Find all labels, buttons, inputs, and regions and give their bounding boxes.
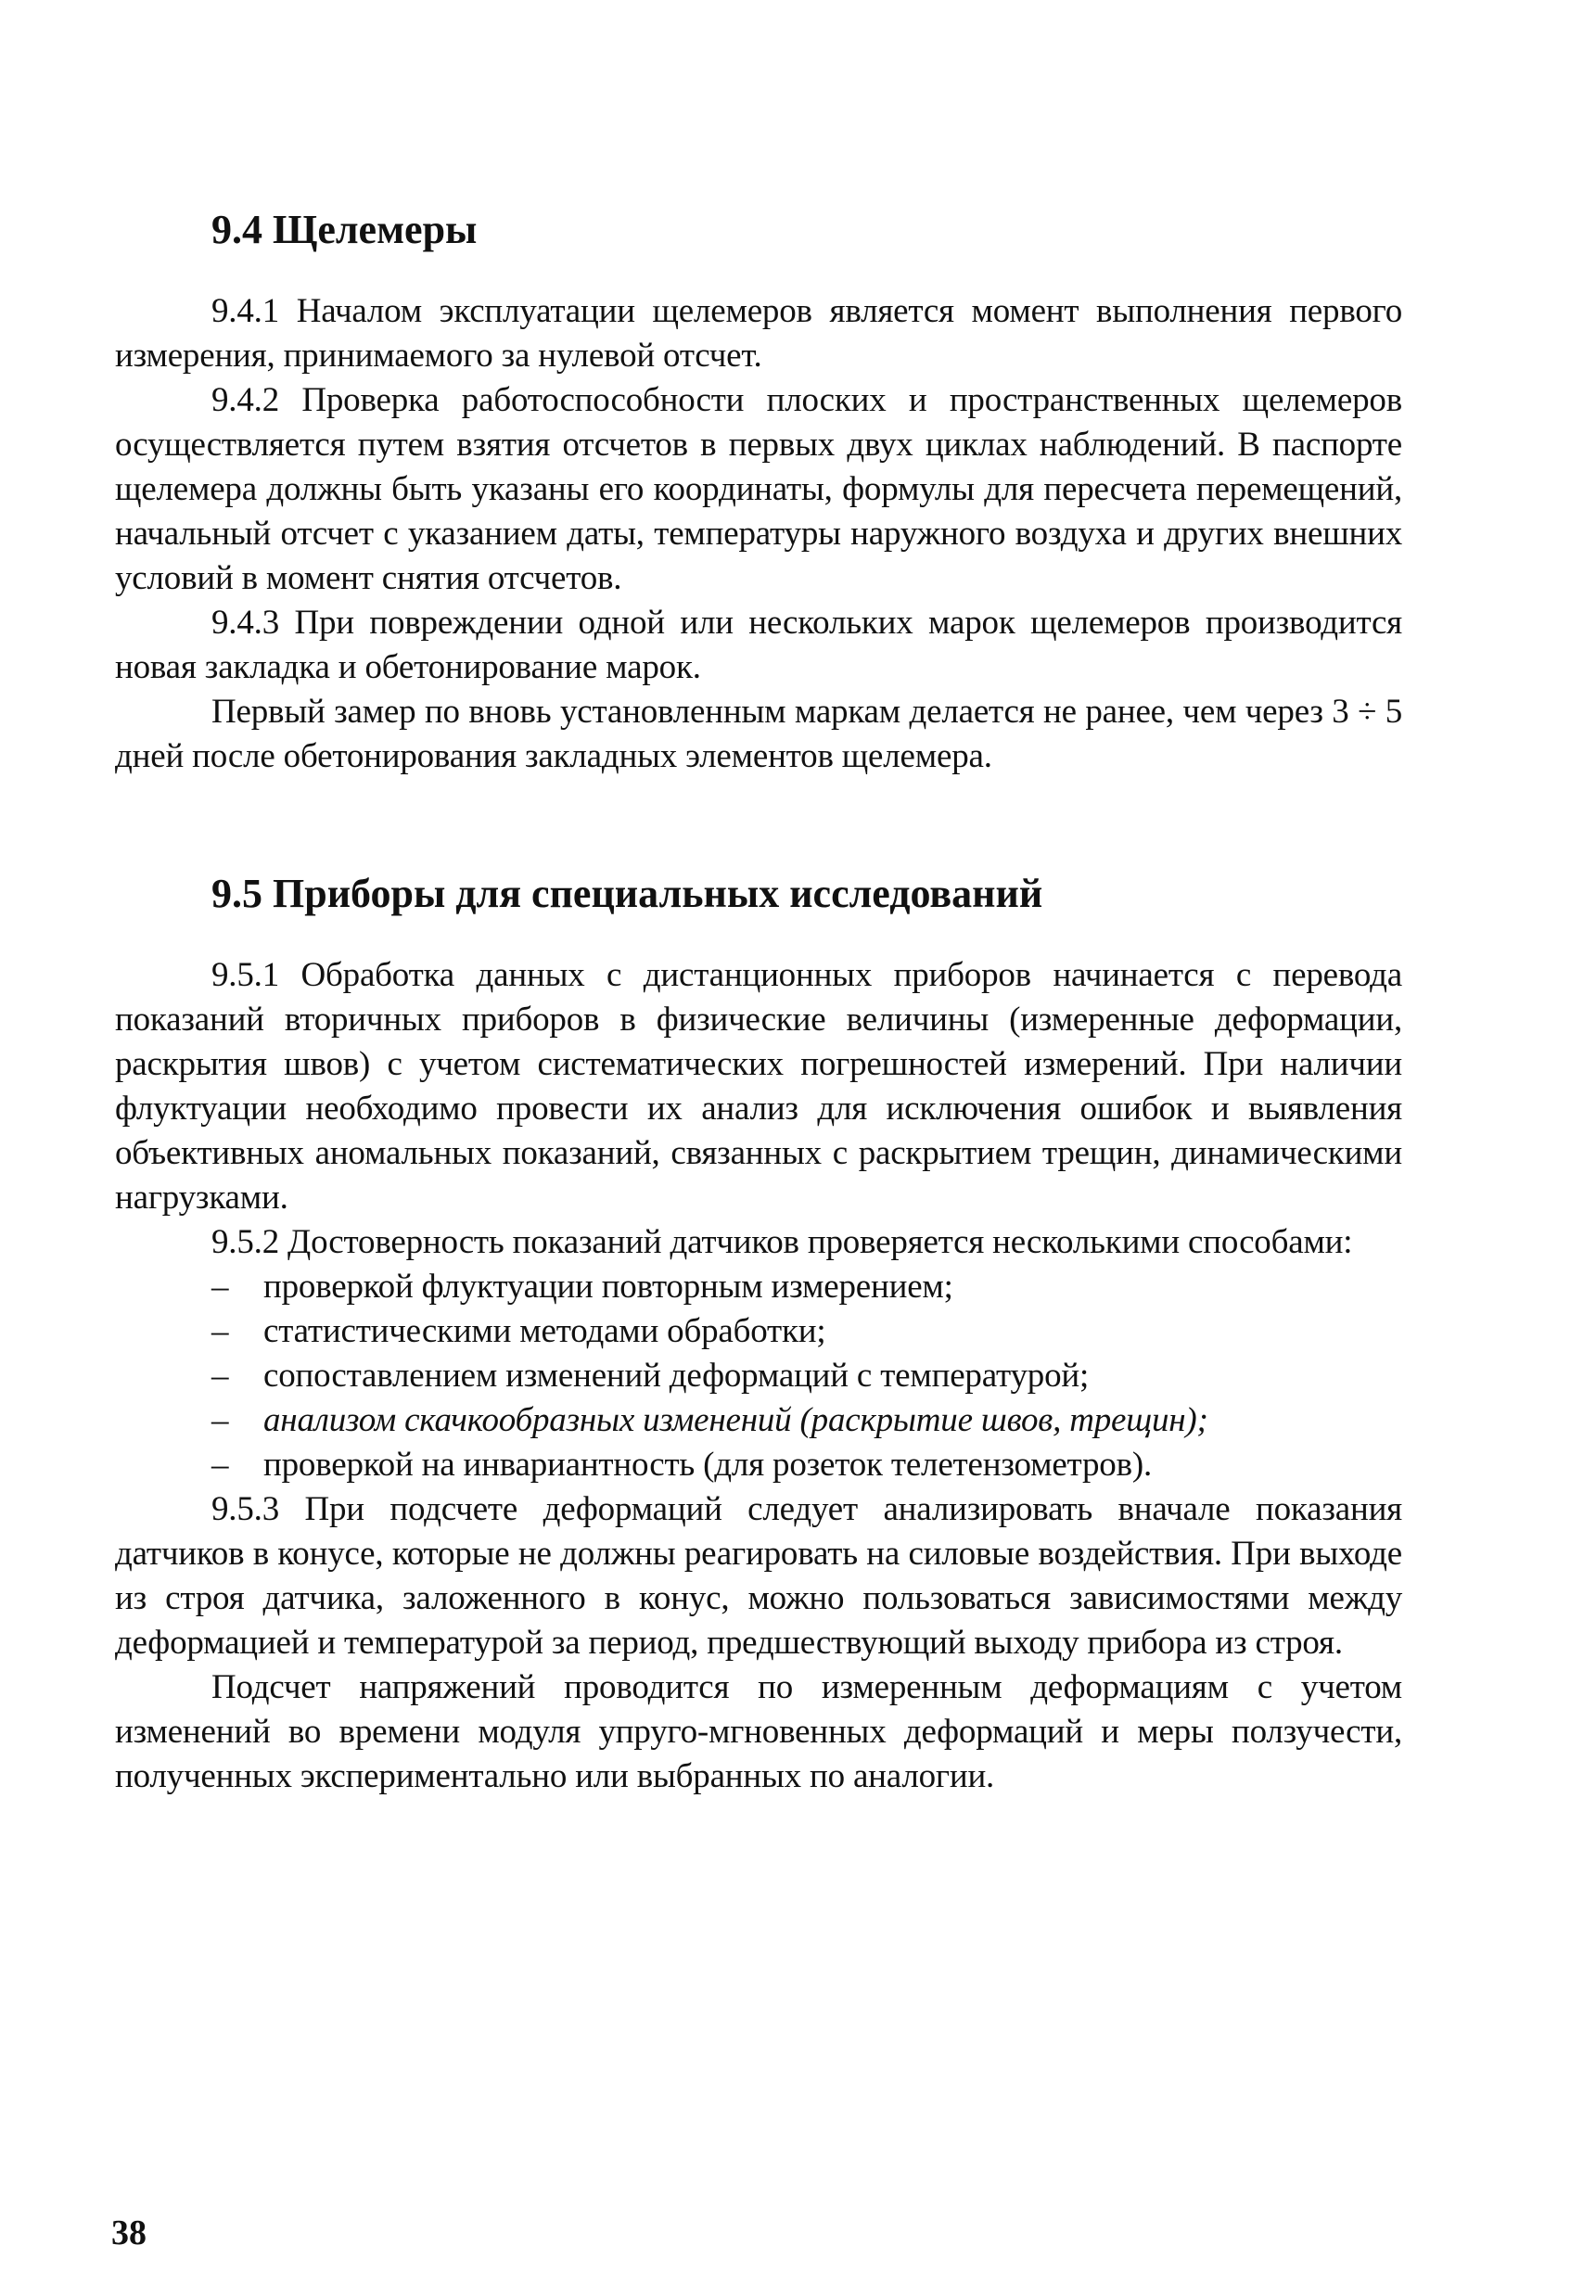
paragraph-9-4-2: 9.4.2 Проверка работоспособности плоских и пространственных щелемеров осуществляется путем взятия отсчетов в первых двух циклах наблюдений. В паспорте щелемера должны быть указаны его координаты, формулы для пересчета перемещений, начальный отсчет с указанием даты, температуры наружного воздуха и других внешних условий в момент снятия отсчетов.	[115, 381, 1402, 597]
paragraph-9-4-1: 9.4.1 Началом эксплуатации щелемеров является момент выполнения первого измерения, принимаемого за нулевой отсчет.	[115, 292, 1402, 375]
list-item-text: проверкой на инвариантность (для розеток телетензометров).	[263, 1446, 1153, 1484]
list-item	[115, 1354, 1402, 1398]
section-title-9-5: 9.5 Приборы для специальных исследований	[211, 871, 1043, 916]
paragraph-stress-calculation: Подсчет напряжений проводится по измеренным деформациям с учетом изменений во времени модуля упруго-мгновенных деформаций и меры ползучести, полученных экспериментально или выбранных по аналогии.	[115, 1668, 1402, 1795]
page-content	[115, 204, 1402, 1799]
list-item	[115, 1309, 1402, 1354]
list-dash: –	[211, 1312, 229, 1350]
list-item-text: проверкой флуктуации повторным измерением;	[263, 1268, 953, 1306]
paragraph-9-5-2: 9.5.2 Достоверность показаний датчиков проверяется несколькими способами:	[211, 1223, 1353, 1261]
list-item-text: анализом скачкообразных изменений (раскрытие швов, трещин);	[263, 1401, 1208, 1439]
paragraph-9-5-3: 9.5.3 При подсчете деформаций следует анализировать вначале показания датчиков в конусе, которые не должны реагировать на силовые воздействия. При выходе из строя датчика, заложенного в конус, можно пользоваться зависимостями между деформацией и температурой за период, предшествующий выходу прибора из строя.	[115, 1490, 1402, 1662]
list-item	[115, 1443, 1402, 1487]
paragraph-9-5-1: 9.5.1 Обработка данных с дистанционных приборов начинается с перевода показаний вторичных приборов в физические величины (измеренные деформации, раскрытия швов) с учетом систематических погрешностей измерений. При наличии флуктуации необходимо провести их анализ для исключения ошибок и выявления объективных аномальных показаний, связанных с раскрытием трещин, динамическими нагрузками.	[115, 956, 1402, 1217]
paragraph-9-4-3: 9.4.3 При повреждении одной или нескольких марок щелемеров производится новая закладка и обетонирование марок.	[115, 604, 1402, 686]
list-dash: –	[211, 1446, 229, 1484]
paragraph-first-measurement: Первый замер по вновь установленным маркам делается не ранее, чем через 3 ÷ 5 дней после обетонирования закладных элементов щелемера.	[115, 693, 1402, 775]
page-number: 38	[111, 2213, 147, 2252]
section-title-9-4: 9.4 Щелемеры	[211, 207, 478, 252]
list-item	[115, 1265, 1402, 1309]
verification-methods-list	[115, 1265, 1402, 1487]
list-item-text: статистическими методами обработки;	[263, 1312, 826, 1350]
list-dash: –	[211, 1357, 229, 1395]
list-dash: –	[211, 1268, 229, 1306]
list-item-text: сопоставлением изменений деформаций с температурой;	[263, 1357, 1090, 1395]
list-item	[115, 1398, 1402, 1443]
list-dash: –	[211, 1401, 229, 1439]
